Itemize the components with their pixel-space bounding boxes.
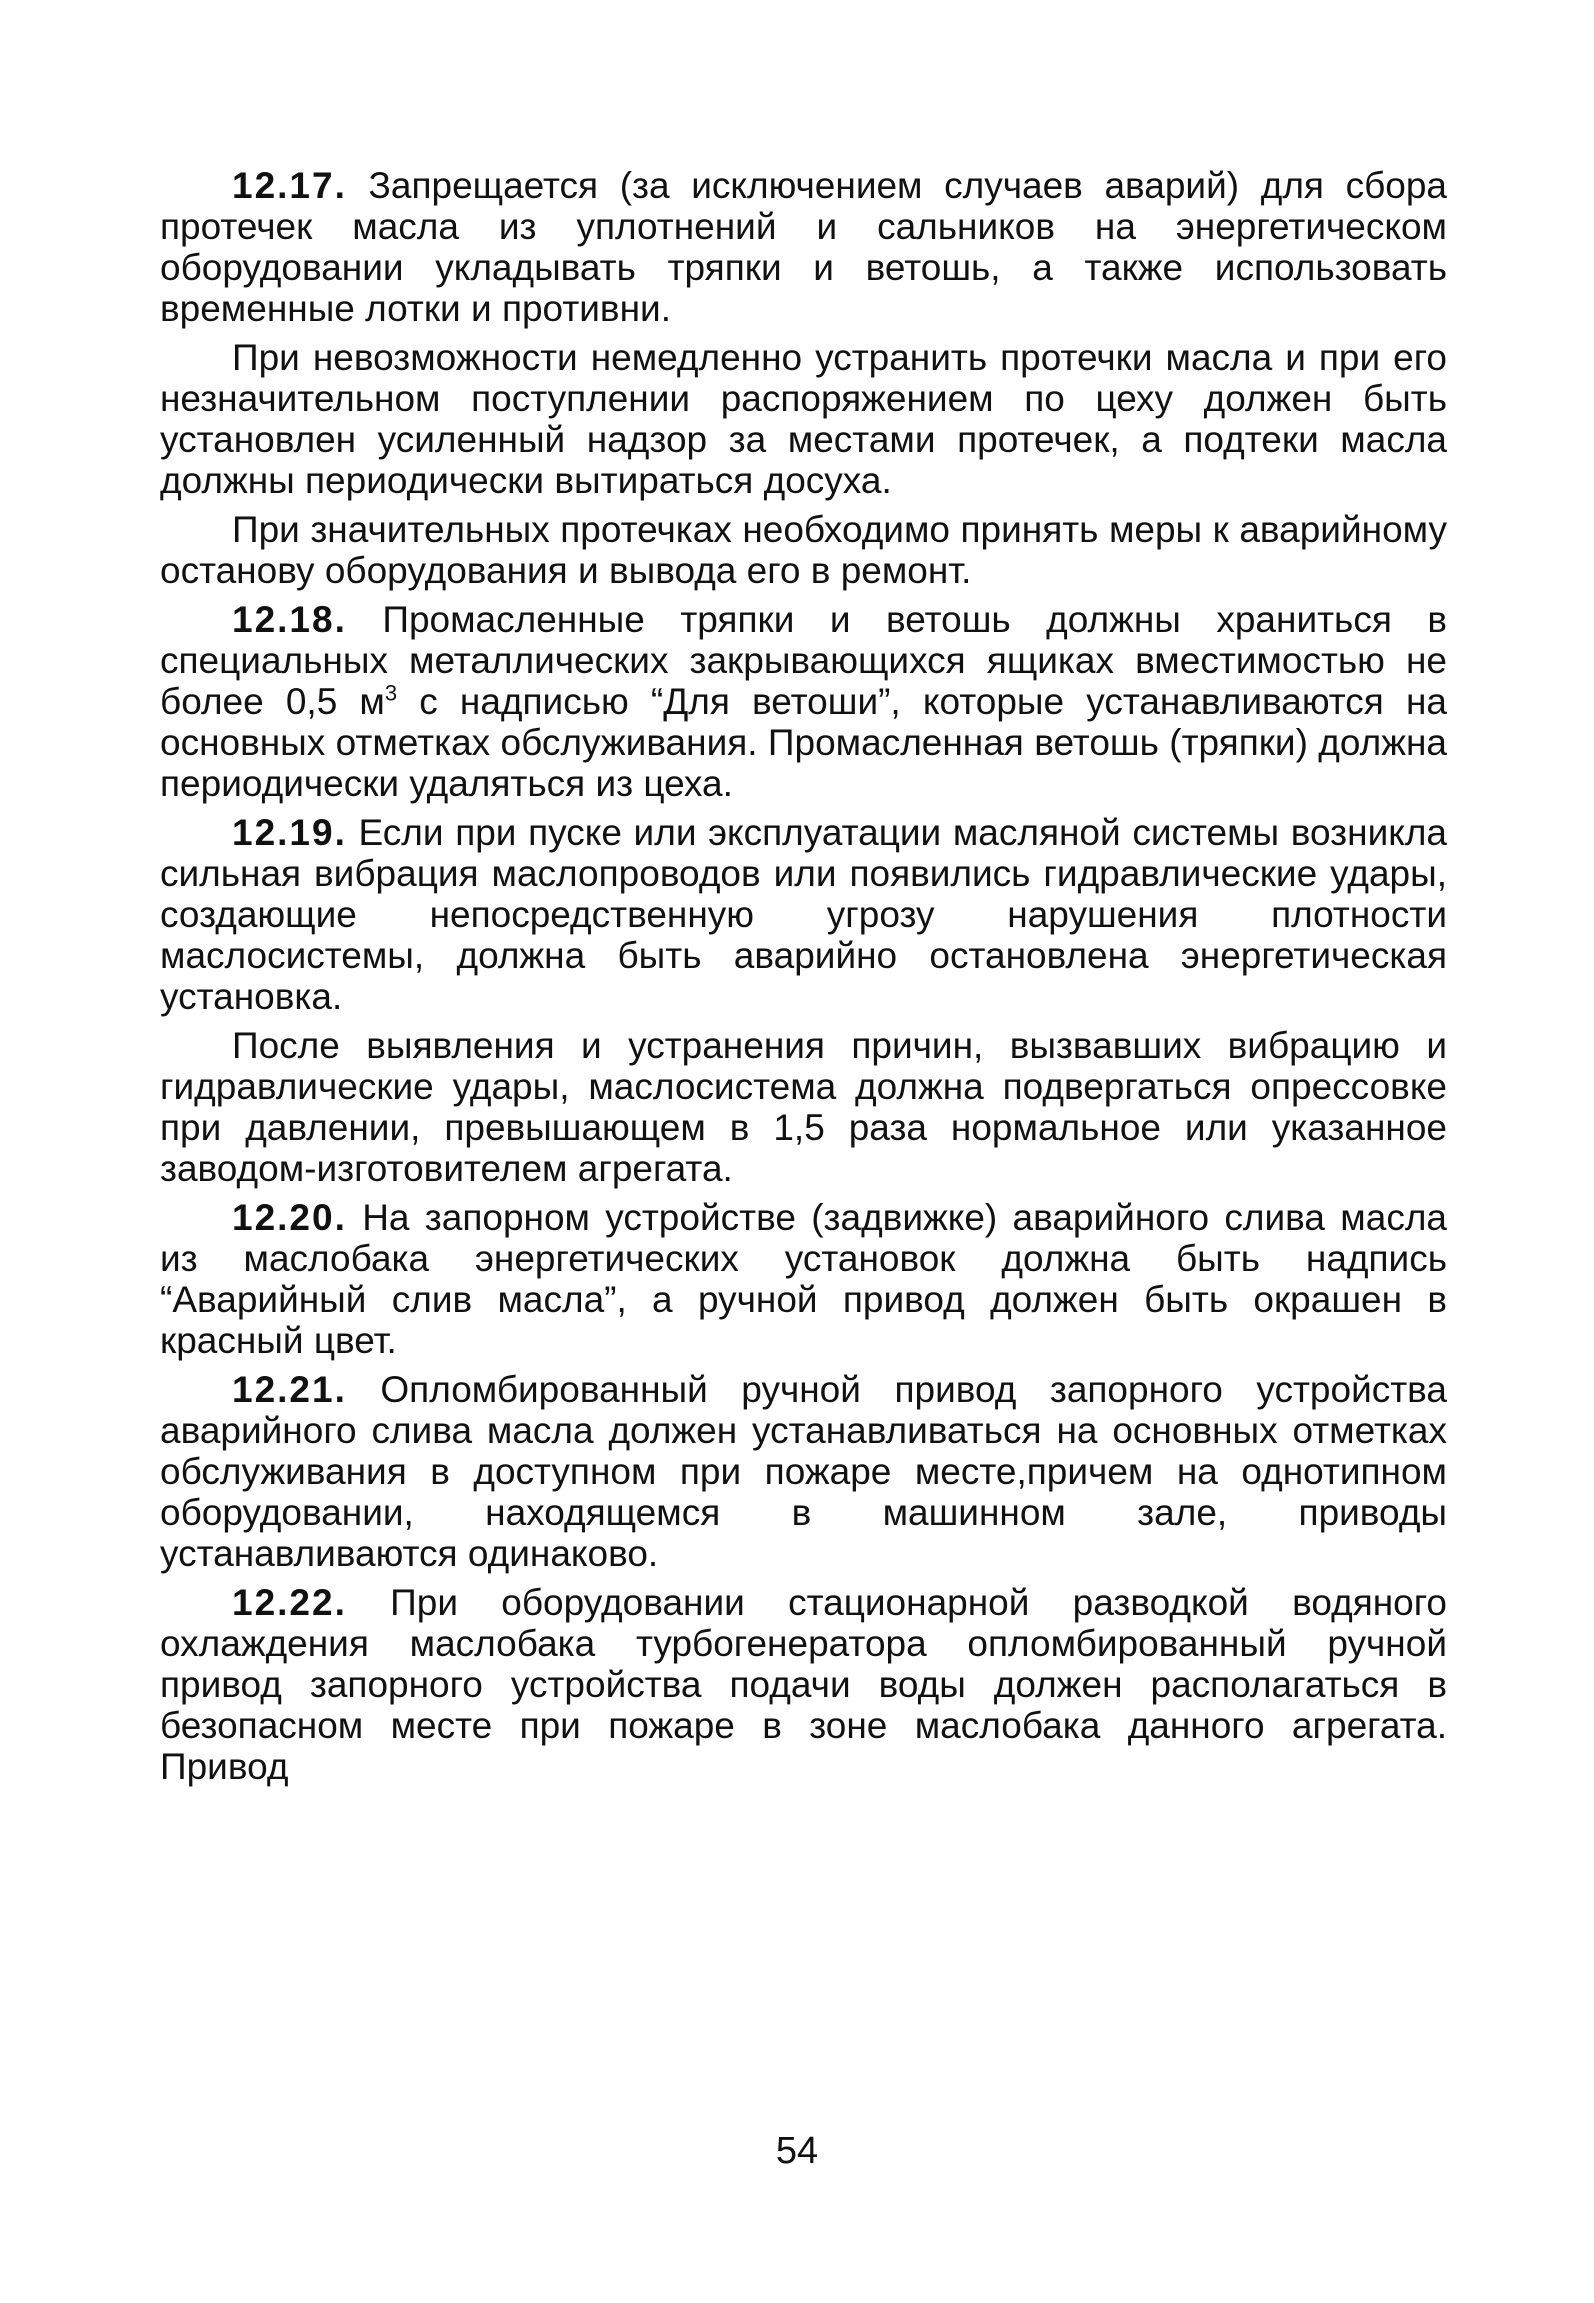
paragraph-12-18 <box>160 599 1447 804</box>
section-number: 12.22. <box>232 1582 347 1623</box>
paragraph-12-17 <box>160 165 1447 329</box>
paragraph-text: Запрещается (за исключением случаев аварий) для сбора протечек масла из уплотнений и сальников на энергетическом оборудовании укладывать тряпки и ветошь, а также использовать временные лотки и противни. <box>160 165 1448 329</box>
section-number: 12.19. <box>232 812 347 853</box>
document-page <box>160 165 1447 1795</box>
paragraph-12-19 <box>160 812 1447 1017</box>
paragraph-text: На запорном устройстве (задвижке) аварийного слива масла из маслобака энергетических установок должна быть надпись “Аварийный слив масла”, а ручной привод должен быть окрашен в красный цвет. <box>160 1197 1447 1361</box>
paragraph-text: При значительных протечках необходимо принять меры к аварийному останову оборудования и вывода его в ремонт. <box>160 509 1447 591</box>
section-number: 12.18. <box>232 599 347 640</box>
section-number: 12.20. <box>232 1197 347 1238</box>
paragraph-12-17-cont-1 <box>160 337 1447 501</box>
section-number: 12.21. <box>232 1369 347 1410</box>
paragraph-12-20 <box>160 1197 1447 1361</box>
paragraph-12-19-cont <box>160 1025 1447 1189</box>
paragraph-text: Если при пуске или эксплуатации масляной системы возникла сильная вибрация маслопроводов или появились гидравлические удары, создающие непосредственную угрозу нарушения плотности маслосистемы, должна быть аварийно остановлена энергетическая установка. <box>160 812 1448 1017</box>
paragraph-text: с надписью “Для ветоши”, которые устанавливаются на основных отметках обслуживания. Промасленная ветошь (тряпки) должна периодически удаляться из цеха. <box>160 681 1447 804</box>
paragraph-text: При оборудовании стационарной разводкой водяного охлаждения маслобака турбогенератора опломбированный ручной привод запорного устройства подачи воды должен располагаться в безопасном месте при пожаре в зоне маслобака данного агрегата. Привод <box>160 1582 1447 1787</box>
paragraph-12-21 <box>160 1369 1447 1574</box>
section-number: 12.17. <box>232 165 347 206</box>
paragraph-text: При невозможности немедленно устранить протечки масла и при его незначительном поступлении распоряжением по цеху должен быть установлен усиленный надзор за местами протечек, а подтеки масла должны периодически вытираться досуха. <box>160 337 1447 501</box>
paragraph-12-22 <box>160 1582 1447 1787</box>
paragraph-text: Опломбированный ручной привод запорного устройства аварийного слива масла должен устанавливаться на основных отметках обслуживания в доступном при пожаре месте,причем на однотипном оборудовании, находящемся в машинном зале, приводы устанавливаются одинаково. <box>160 1369 1447 1574</box>
superscript: 3 <box>384 680 398 706</box>
paragraph-text: После выявления и устранения причин, вызвавших вибрацию и гидравлические удары, маслосистема должна подвергаться опрессовке при давлении, превышающем в 1,5 раза нормальное или указанное заводом-изготовителем агрегата. <box>160 1025 1447 1189</box>
paragraph-12-17-cont-2 <box>160 509 1447 591</box>
page-number: 54 <box>775 2130 819 2172</box>
paragraph-text: Промасленные тряпки и ветошь должны храниться в специальных металлических закрывающихся ящиках вместимостью не более 0,5 м <box>160 599 1448 722</box>
